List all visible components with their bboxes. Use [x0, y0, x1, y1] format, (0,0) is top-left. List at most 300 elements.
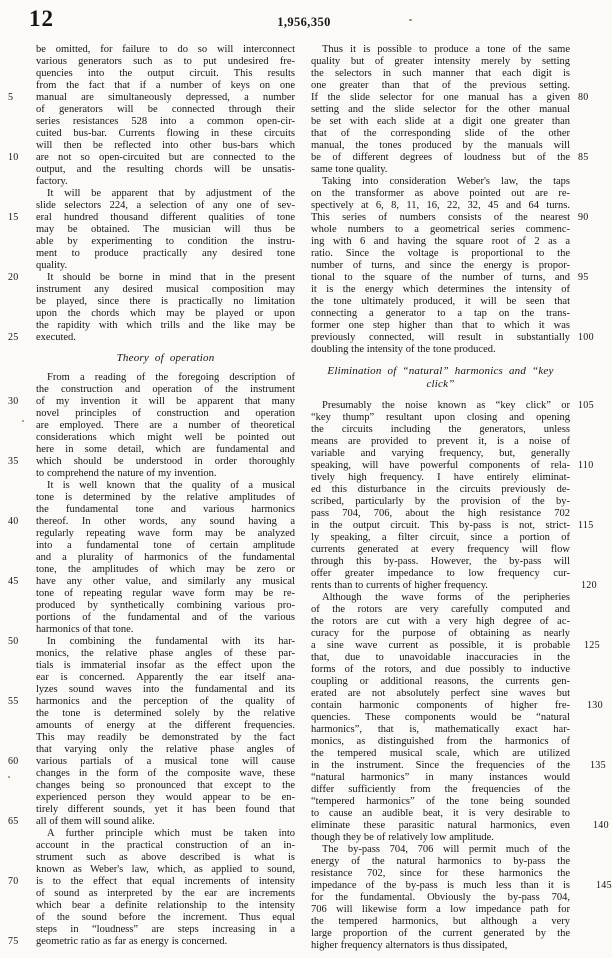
text-line-content: doubling the intensity of the tone produced. [311, 344, 496, 355]
text-line-content: manual are simultaneously depressed, a number [36, 92, 295, 103]
line-number: 60 [8, 756, 19, 767]
text-line [311, 460, 594, 472]
text-line [311, 604, 570, 616]
text-line-content: ing with 6 and having the square root of 2 as a [311, 236, 570, 247]
text-line-content: it is the energy which determines the intensity of [311, 284, 570, 295]
text-line-content: higher frequency alternators is thus dissipated, [311, 940, 508, 951]
text-line-content: the tone ultimately produced, it will be seen that [311, 296, 570, 307]
text-line-content: which bear a definite relationship to the intensity [36, 900, 295, 911]
text-line-content: quality but of greater intensity merely by setting [311, 56, 570, 67]
text-line-content: In combining the fundamental with its har- [47, 636, 295, 647]
text-line [311, 844, 570, 856]
text-line [36, 320, 295, 332]
text-line [36, 432, 295, 444]
text-line-content: to comprehend the nature of my invention. [36, 468, 217, 479]
text-line-content: It should be borne in mind that in the present [47, 272, 295, 283]
text-line [36, 164, 295, 176]
text-line-content: executed. [36, 332, 76, 343]
text-line-content: the tone is determined solely by the relative [36, 708, 295, 719]
text-line [311, 640, 600, 652]
scan-speck [22, 420, 24, 422]
text-line-content: Although the wave forms of the peripheries [322, 592, 570, 603]
text-line [311, 868, 570, 880]
text-line-content: tional to the square of the number of turns, and [311, 272, 570, 283]
text-line [311, 568, 570, 580]
text-line [36, 864, 295, 876]
text-line [8, 756, 295, 768]
text-line-content: If the slide selector for one manual has a given [311, 92, 570, 103]
text-line-content: that varying only the relative phase angles of [36, 744, 295, 755]
section-heading-line: Theory of operation [116, 352, 215, 364]
text-line-content: rents than to currents of higher frequency. [311, 580, 488, 591]
text-line-content: offer greater impedance to low frequency cur- [311, 568, 570, 579]
text-line [8, 576, 295, 588]
text-line [36, 80, 295, 92]
text-line-content: ly speaking, a filter circuit, since a portion of [311, 532, 570, 543]
patent-number: 1,956,350 [277, 15, 331, 29]
text-line-content: The by-pass 704, 706 will permit much of the [322, 844, 570, 855]
text-line [311, 116, 570, 128]
text-line-content: that of the corresponding slide of the other [311, 128, 570, 139]
text-line-content: From a reading of the foregoing description of [47, 372, 295, 383]
line-number: 55 [8, 696, 19, 707]
text-line [311, 556, 570, 568]
text-line-content: considerations which might well be pointed out [36, 432, 295, 443]
text-line-content: “key thump” resultant upon closing and opening [311, 412, 570, 423]
text-line [36, 176, 295, 188]
text-line [8, 516, 295, 528]
text-line-content: “tempered harmonics” of the tone being sounded [311, 796, 570, 807]
text-line [311, 628, 570, 640]
text-line [311, 820, 609, 832]
line-number: 115 [578, 520, 594, 531]
text-line-content: able by experimenting to condition the instru- [36, 236, 295, 247]
text-line-content: changes being so pronounced that except to the [36, 780, 295, 791]
text-line-content: of sound as interpreted by the ear are increments [36, 888, 295, 899]
text-line [36, 296, 295, 308]
text-line-content: tials is immaterial insofar as the effect upon the [36, 660, 295, 671]
text-line [311, 520, 594, 532]
text-line [8, 212, 295, 224]
line-number: 75 [8, 936, 19, 947]
text-line-content: scribed, particularly by the provision of the by- [311, 496, 570, 507]
text-line [311, 212, 589, 224]
line-number: 35 [8, 456, 19, 467]
right-column [311, 44, 612, 952]
text-line [311, 796, 570, 808]
text-line [36, 912, 295, 924]
text-line [36, 284, 295, 296]
line-number: 50 [8, 636, 19, 647]
text-line [311, 296, 570, 308]
text-line [311, 56, 570, 68]
text-line [36, 612, 295, 624]
text-line-content: slide selectors 224, a selection of any one of sev- [36, 200, 295, 211]
text-line [36, 504, 295, 516]
text-line [36, 236, 295, 248]
text-line-content: in the output circuit. This by-pass is not, strict- [311, 520, 570, 531]
text-line-content: forms of the rotors, and due possibly to inductive [311, 664, 570, 675]
text-line-content: will then be reflected into other bus-bars which [36, 140, 295, 151]
text-line-content: connecting a generator to a tap on the trans- [311, 308, 570, 319]
text-line-content: means are provided to prevent it, is a noise of [311, 436, 570, 447]
text-line-content: harmonics and the perception of the quality of [36, 696, 295, 707]
line-number: 125 [584, 640, 600, 651]
text-line-content: be omitted, for failure to do so will interconnect [36, 44, 295, 55]
text-line-content: impedance of the by-pass is much less than it is [311, 880, 570, 891]
line-number: 5 [8, 92, 14, 103]
text-line-content: resistance 702, since for these harmonics the [311, 868, 570, 879]
text-line [36, 888, 295, 900]
text-line [36, 104, 295, 116]
text-line [36, 188, 295, 200]
text-line-content: in the instrument. Since the frequencies of the [311, 760, 570, 771]
text-line [311, 344, 570, 356]
text-line-content: currents generated at every frequency will flow [311, 544, 570, 555]
text-line-content: be played, since there is practically no limitation [36, 296, 295, 307]
text-line-content: and a plurality of harmonics of the fundamental [36, 552, 295, 563]
text-line [36, 116, 295, 128]
text-line-content: strument such as above described is what is [36, 852, 295, 863]
text-line-content: number of turns, and since the energy is propor- [311, 260, 570, 271]
text-line [36, 260, 295, 272]
text-line [36, 128, 295, 140]
text-line-content: ratio. Since the voltage is proportional to the [311, 248, 570, 259]
text-line [311, 412, 570, 424]
text-line-content: output, and the resulting chords will be unsatis- [36, 164, 295, 175]
text-line-content: though they be of relatively low amplitude. [311, 832, 494, 843]
text-line [311, 68, 570, 80]
text-line [36, 684, 295, 696]
text-line [8, 456, 295, 468]
text-line-content: may be obtained. The musician will thus be [36, 224, 295, 235]
text-line [311, 880, 612, 892]
text-line [36, 780, 295, 792]
line-number: 70 [8, 876, 19, 887]
text-line-content: former one step higher than that to which it was [311, 320, 570, 331]
text-line-content: manual, the tones produced by the manuals will [311, 140, 570, 151]
text-line [311, 332, 594, 344]
line-number: 40 [8, 516, 19, 527]
text-line-content: setting and the slide selector for the other manual [311, 104, 570, 115]
text-line [36, 648, 295, 660]
text-line-content: quality. [36, 260, 68, 271]
text-line [311, 592, 570, 604]
text-line [311, 200, 570, 212]
text-line [311, 688, 570, 700]
text-line [8, 636, 295, 648]
text-line-content: which should be understood in order thoroughly [36, 456, 295, 467]
text-line-content: into a fundamental tone of certain amplitude [36, 540, 295, 551]
text-line [311, 44, 570, 56]
text-line-content: lyzes sound waves into the fundamental and its [36, 684, 295, 695]
line-number: 145 [596, 880, 612, 891]
text-line-content: various generators such as to put undesired fre- [36, 56, 295, 67]
text-line-content: It will be apparent that by adjustment of the [47, 188, 295, 199]
text-line-content: tirely different sounds, yet it has been found that [36, 804, 295, 815]
text-line [311, 748, 570, 760]
text-line [311, 188, 570, 200]
text-line-content: quencies into the output circuit. This results [36, 68, 295, 79]
text-line [311, 308, 570, 320]
text-line [36, 248, 295, 260]
section-heading-line: Elimination of “natural” harmonics and “key [327, 365, 554, 377]
text-line-content: here in some detail, which are fundamental and [36, 444, 295, 455]
text-line-content: to cause an audible beat, it is very desirable to [311, 808, 570, 819]
text-line-content: ear is concerned. Apparently the ear itself ana- [36, 672, 295, 683]
text-line-content: eliminate these parasitic natural harmonics, even [311, 820, 570, 831]
text-line-content: tone, the amplitudes of which may be zero or [36, 564, 295, 575]
text-line [36, 792, 295, 804]
text-line [311, 140, 570, 152]
text-line-content: a sine wave current as possible, it is probable [311, 640, 570, 651]
text-line [311, 676, 570, 688]
text-line [311, 248, 570, 260]
text-line-content: curacy for the purpose of obtaining as nearly [311, 628, 570, 639]
text-columns [8, 44, 612, 952]
text-line-content: all of them will sound alike. [36, 816, 155, 827]
text-line [311, 916, 570, 928]
text-line [311, 652, 570, 664]
text-line [311, 760, 606, 772]
line-number: 120 [581, 580, 597, 591]
line-number: 140 [593, 820, 609, 831]
text-line [36, 56, 295, 68]
line-number: 100 [578, 332, 594, 343]
text-line-content: produced by synthetically combining various pro- [36, 600, 295, 611]
text-line-content: the circuits including the generators, unless [311, 424, 570, 435]
text-line [36, 852, 295, 864]
line-number: 110 [578, 460, 594, 471]
text-line-content: of generators will be connected through their [36, 104, 295, 115]
text-line [311, 496, 570, 508]
text-line [36, 660, 295, 672]
text-line [36, 900, 295, 912]
line-number: 30 [8, 396, 19, 407]
text-line [311, 712, 570, 724]
text-line-content: energy of the natural harmonics to by-pass the [311, 856, 570, 867]
text-line [311, 436, 570, 448]
text-line [8, 696, 295, 708]
text-line-content: tone is determined by the relative amplitudes of [36, 492, 295, 503]
text-line-content: known as Weber's law, which, as applied to sound, [36, 864, 295, 875]
line-number: 45 [8, 576, 19, 587]
text-line [311, 484, 570, 496]
text-line-content: variable and varying frequency, but, generally [311, 448, 570, 459]
text-line-content: tone of repeating regular wave form may be re- [36, 588, 295, 599]
text-line-content: Thus it is possible to produce a tone of the same [322, 44, 570, 55]
text-line [311, 724, 570, 736]
text-line [311, 472, 570, 484]
text-line-content: the tempered musical scale, which are utilized [311, 748, 570, 759]
text-line [8, 816, 295, 828]
text-line [36, 480, 295, 492]
text-line [311, 772, 570, 784]
text-line-content: thereof. In other words, any sound having a [36, 516, 295, 527]
text-line-content: of the sound before the increment. Thus equal [36, 912, 295, 923]
line-number: 65 [8, 816, 19, 827]
text-line [36, 68, 295, 80]
text-line-content: geometric ratio as far as energy is concerned. [36, 936, 228, 947]
text-line [8, 936, 295, 948]
text-line [311, 272, 589, 284]
text-line-content: various partials of a musical tone will cause [36, 756, 295, 767]
text-line [311, 224, 570, 236]
text-line [311, 544, 570, 556]
text-line [311, 832, 570, 844]
text-line-content: previously connected, will result in substantially [311, 332, 570, 343]
text-line-content: harmonics of that tone. [36, 624, 134, 635]
text-line-content: Presumably the noise known as “key click” or [322, 400, 570, 411]
text-line-content: spectively at 6, 8, 11, 16, 22, 32, 45 and 64 turns. [311, 200, 570, 211]
text-line [311, 664, 570, 676]
text-line [36, 384, 295, 396]
text-line-content: tively high frequency. I have entirely eliminat- [311, 472, 570, 483]
line-number: 80 [578, 92, 589, 103]
text-line [311, 164, 570, 176]
text-line [36, 552, 295, 564]
line-number: 15 [8, 212, 19, 223]
text-line [311, 856, 570, 868]
text-line-content: “natural harmonics” in many instances would [311, 772, 570, 783]
text-line-content: of my invention it will be apparent that many [36, 396, 295, 407]
text-line [311, 784, 570, 796]
text-line-content: the construction and operation of the instrument [36, 384, 295, 395]
text-line-content: large proportion of the current generated by the [311, 928, 570, 939]
text-line [311, 580, 597, 592]
text-line [36, 588, 295, 600]
text-line-content: the rotors are cut with a very high degree of ac- [311, 616, 570, 627]
text-line [311, 284, 570, 296]
text-line [36, 744, 295, 756]
text-line-content: whole numbers to a geometrical series commenc- [311, 224, 570, 235]
line-number: 25 [8, 332, 19, 343]
text-line-content: cuited bus-bar. Currents flowing in these circuits [36, 128, 295, 139]
text-line [36, 624, 295, 636]
text-line-content: amounts of energy at the different frequencies. [36, 720, 295, 731]
text-line-content: This may readily be demonstrated by the fact [36, 732, 295, 743]
text-line-content: quencies. These components would be “natural [311, 712, 570, 723]
text-line-content: It is well known that the quality of a musical [47, 480, 295, 491]
text-line [311, 448, 570, 460]
text-line-content: account in the practical construction of an in- [36, 840, 295, 851]
text-line-content: from the fact that if a number of keys on one [36, 80, 295, 91]
text-line [311, 400, 594, 412]
text-line-content: the rapidity with which trills and the like may be [36, 320, 295, 331]
text-line-content: Taking into consideration Weber's law, the taps [322, 176, 570, 187]
text-line-content: A further principle which must be taken into [47, 828, 295, 839]
text-line-content: are not so open-circuited but are connected to the [36, 152, 295, 163]
text-line [36, 720, 295, 732]
text-line-content: are employed. There are a number of theoretical [36, 420, 295, 431]
text-line [36, 372, 295, 384]
line-number: 10 [8, 152, 19, 163]
text-line [36, 540, 295, 552]
text-line [8, 876, 295, 888]
text-line [36, 444, 295, 456]
text-line [311, 320, 570, 332]
text-line [8, 332, 295, 344]
line-number: 85 [578, 152, 589, 163]
text-line-content: the selectors in such manner that each digit is [311, 68, 570, 79]
text-line [36, 468, 295, 480]
text-line-content: novel principles of construction and operation [36, 408, 295, 419]
text-line [311, 700, 603, 712]
text-line [36, 308, 295, 320]
text-line-content: regularly repeating wave form may be analyzed [36, 528, 295, 539]
line-number: 90 [578, 212, 589, 223]
text-line-content: be set with each slide at a digit one greater than [311, 116, 570, 127]
text-line-content: of the rotors are very carefully computed and [311, 604, 570, 615]
line-number: 130 [587, 700, 603, 711]
text-line-content: steps in “loudness” are steps increasing in a [36, 924, 295, 935]
text-line-content: through this by-pass. However, the by-pass will [311, 556, 570, 567]
text-line [311, 260, 570, 272]
text-line-content: be of different degrees of loudness but of the [311, 152, 570, 163]
scan-speck [8, 776, 10, 778]
text-line-content: instrument any desired musical composition may [36, 284, 295, 295]
text-line [311, 104, 570, 116]
text-line [36, 732, 295, 744]
text-line-content: harmonics”, that is, mathematically exact har- [311, 724, 570, 735]
text-line [36, 420, 295, 432]
section-heading [311, 365, 570, 391]
text-line-content: one greater than that of the previous setting. [311, 80, 570, 91]
text-line [36, 672, 295, 684]
section-heading [36, 352, 295, 365]
text-line [311, 508, 570, 520]
text-line [311, 80, 570, 92]
text-line [36, 200, 295, 212]
text-line [36, 564, 295, 576]
text-line [311, 928, 570, 940]
text-line [311, 736, 570, 748]
text-line [311, 904, 570, 916]
text-line-content: have any other value, and similarly any musical [36, 576, 295, 587]
text-line-content: for the fundamental. Obviously the by-pass 704, [311, 892, 570, 903]
page-number: 12 [29, 6, 54, 31]
text-line [8, 396, 295, 408]
text-line-content: ed this disturbance in the circuits previously de- [311, 484, 570, 495]
text-line [36, 924, 295, 936]
text-line-content: ment to produce practically any desired tone [36, 248, 295, 259]
text-line-content: differ sufficiently from the frequencies of the [311, 784, 570, 795]
text-line-content: is to the effect that equal increments of intensity [36, 876, 295, 887]
text-line [311, 92, 589, 104]
text-line [36, 528, 295, 540]
text-line-content: This series of numbers consists of the nearest [311, 212, 570, 223]
text-line-content: on the transformer as above pointed out are re- [311, 188, 570, 199]
text-line-content: the tempered harmonics, but although a very [311, 916, 570, 927]
line-number: 20 [8, 272, 19, 283]
text-line [311, 128, 570, 140]
line-number: 105 [578, 400, 594, 411]
text-line [311, 176, 570, 188]
line-number: 95 [578, 272, 589, 283]
text-line-content: 706 will likewise form a low impedance path for [311, 904, 570, 915]
text-line-content: monics, the relative phase angles of these par- [36, 648, 295, 659]
text-line-content: series resistances 528 into a common open-cir- [36, 116, 295, 127]
text-line [311, 152, 589, 164]
text-line-content: erated are not absolutely perfect sine waves but [311, 688, 570, 699]
text-line-content: same tone quality. [311, 164, 388, 175]
text-line [36, 708, 295, 720]
text-line-content: that, due to unavoidable inaccuracies in the [311, 652, 570, 663]
text-line [311, 616, 570, 628]
text-line [311, 424, 570, 436]
scan-speck [409, 19, 412, 21]
text-line [311, 808, 570, 820]
